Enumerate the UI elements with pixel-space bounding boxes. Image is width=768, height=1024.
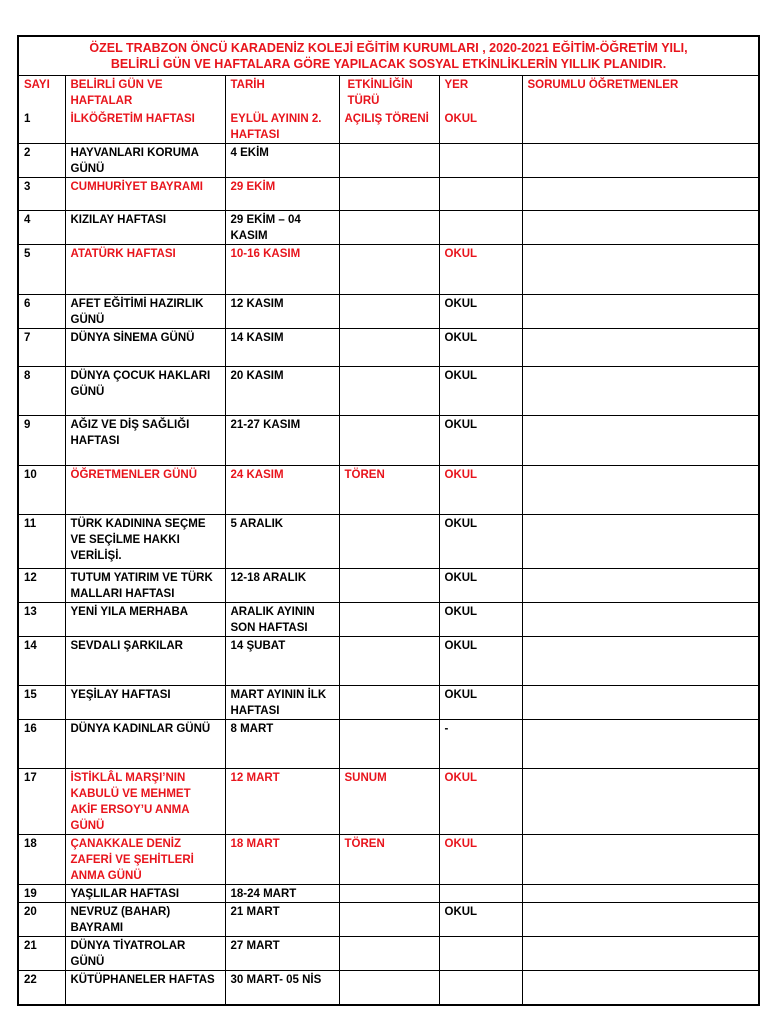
cell-tarih: 14 KASIM xyxy=(225,329,339,367)
cell-tarih: 20 KASIM xyxy=(225,367,339,416)
cell-sayi: 8 xyxy=(19,367,65,416)
cell-tur: SUNUM xyxy=(339,769,439,835)
cell-gun: ÇANAKKALE DENİZ ZAFERİ VE ŞEHİTLERİ ANMA GÜNÜ xyxy=(65,835,225,885)
cell-tarih: 30 MART- 05 NİS xyxy=(225,971,339,1004)
cell-sorumlu xyxy=(522,515,758,569)
cell-tur: TÖREN xyxy=(339,466,439,515)
table-row xyxy=(19,686,758,720)
cell-gun: İSTİKLÂL MARŞI’NIN KABULÜ VE MEHMET AKİF ERSOY’U ANMA GÜNÜ xyxy=(65,769,225,835)
cell-tarih: 21-27 KASIM xyxy=(225,416,339,466)
cell-gun: AĞIZ VE DİŞ SAĞLIĞI HAFTASI xyxy=(65,416,225,466)
cell-sorumlu xyxy=(522,416,758,466)
header-sayi: SAYI xyxy=(19,76,65,110)
cell-tarih: 4 EKİM xyxy=(225,144,339,178)
cell-yer: OKUL xyxy=(439,110,522,144)
cell-tarih: 24 KASIM xyxy=(225,466,339,515)
cell-sayi: 3 xyxy=(19,178,65,211)
cell-tur xyxy=(339,245,439,295)
cell-sayi: 10 xyxy=(19,466,65,515)
cell-gun: DÜNYA TİYATROLAR GÜNÜ xyxy=(65,937,225,971)
activity-table xyxy=(19,76,758,1004)
cell-yer xyxy=(439,211,522,245)
table-row xyxy=(19,835,758,885)
cell-sayi: 9 xyxy=(19,416,65,466)
table-row xyxy=(19,515,758,569)
cell-gun: NEVRUZ (BAHAR) BAYRAMI xyxy=(65,903,225,937)
cell-gun: TUTUM YATIRIM VE TÜRK MALLARI HAFTASI xyxy=(65,569,225,603)
cell-yer: OKUL xyxy=(439,603,522,637)
cell-gun: HAYVANLARI KORUMA GÜNÜ xyxy=(65,144,225,178)
cell-sayi: 6 xyxy=(19,295,65,329)
cell-yer: - xyxy=(439,720,522,769)
table-header-row xyxy=(19,76,758,110)
table-row xyxy=(19,720,758,769)
header-gun: BELİRLİ GÜN VE HAFTALAR xyxy=(65,76,225,110)
cell-yer xyxy=(439,885,522,903)
cell-tarih: 18 MART xyxy=(225,835,339,885)
cell-sayi: 4 xyxy=(19,211,65,245)
table-row xyxy=(19,637,758,686)
cell-tarih: 18-24 MART xyxy=(225,885,339,903)
cell-sorumlu xyxy=(522,686,758,720)
cell-tarih: ARALIK AYININ SON HAFTASI xyxy=(225,603,339,637)
table-row xyxy=(19,903,758,937)
cell-sayi: 22 xyxy=(19,971,65,1004)
cell-sayi: 20 xyxy=(19,903,65,937)
cell-sorumlu xyxy=(522,110,758,144)
cell-gun: DÜNYA SİNEMA GÜNÜ xyxy=(65,329,225,367)
cell-tarih: EYLÜL AYININ 2. HAFTASI xyxy=(225,110,339,144)
header-tur: ETKİNLİĞİN TÜRÜ xyxy=(339,76,439,110)
title-line-1: ÖZEL TRABZON ÖNCÜ KARADENİZ KOLEJİ EĞİTİM KURUMLARI , 2020-2021 EĞİTİM-ÖĞRETİM YILI, xyxy=(89,41,688,55)
cell-sorumlu xyxy=(522,466,758,515)
cell-gun: DÜNYA ÇOCUK HAKLARI GÜNÜ xyxy=(65,367,225,416)
cell-yer: OKUL xyxy=(439,686,522,720)
document-title xyxy=(19,37,758,76)
table-row xyxy=(19,245,758,295)
cell-tur xyxy=(339,144,439,178)
cell-sayi: 19 xyxy=(19,885,65,903)
cell-yer xyxy=(439,937,522,971)
cell-gun: İLKÖĞRETİM HAFTASI xyxy=(65,110,225,144)
table-body xyxy=(19,110,758,1004)
cell-sayi: 17 xyxy=(19,769,65,835)
cell-sorumlu xyxy=(522,835,758,885)
cell-yer: OKUL xyxy=(439,245,522,295)
cell-sayi: 18 xyxy=(19,835,65,885)
cell-tur xyxy=(339,971,439,1004)
cell-gun: YAŞLILAR HAFTASI xyxy=(65,885,225,903)
table-row xyxy=(19,603,758,637)
cell-gun: SEVDALI ŞARKILAR xyxy=(65,637,225,686)
cell-yer: OKUL xyxy=(439,835,522,885)
cell-tarih: 8 MART xyxy=(225,720,339,769)
cell-tur xyxy=(339,295,439,329)
cell-gun: DÜNYA KADINLAR GÜNÜ xyxy=(65,720,225,769)
table-row xyxy=(19,329,758,367)
cell-yer: OKUL xyxy=(439,329,522,367)
cell-tarih: 29 EKİM xyxy=(225,178,339,211)
cell-yer xyxy=(439,971,522,1004)
cell-tur xyxy=(339,515,439,569)
cell-sorumlu xyxy=(522,603,758,637)
cell-tur: TÖREN xyxy=(339,835,439,885)
cell-gun: KIZILAY HAFTASI xyxy=(65,211,225,245)
cell-sorumlu xyxy=(522,144,758,178)
cell-yer: OKUL xyxy=(439,903,522,937)
cell-sayi: 12 xyxy=(19,569,65,603)
cell-yer: OKUL xyxy=(439,515,522,569)
cell-tur xyxy=(339,637,439,686)
table-row xyxy=(19,295,758,329)
cell-sorumlu xyxy=(522,637,758,686)
cell-tur xyxy=(339,903,439,937)
cell-gun: KÜTÜPHANELER HAFTAS xyxy=(65,971,225,1004)
header-yer: YER xyxy=(439,76,522,110)
cell-tur xyxy=(339,686,439,720)
cell-yer: OKUL xyxy=(439,769,522,835)
cell-tur xyxy=(339,720,439,769)
title-line-2: BELİRLİ GÜN VE HAFTALARA GÖRE YAPILACAK SOSYAL ETKİNLİKLERİN YILLIK PLANIDIR. xyxy=(110,57,667,71)
cell-gun: CUMHURİYET BAYRAMI xyxy=(65,178,225,211)
cell-tarih: 10-16 KASIM xyxy=(225,245,339,295)
cell-sorumlu xyxy=(522,178,758,211)
table-row xyxy=(19,178,758,211)
cell-sorumlu xyxy=(522,245,758,295)
cell-gun: ATATÜRK HAFTASI xyxy=(65,245,225,295)
cell-tarih: 29 EKİM – 04 KASIM xyxy=(225,211,339,245)
cell-tur xyxy=(339,211,439,245)
cell-gun: ÖĞRETMENLER GÜNÜ xyxy=(65,466,225,515)
cell-tarih: 14 ŞUBAT xyxy=(225,637,339,686)
cell-sorumlu xyxy=(522,569,758,603)
cell-sorumlu xyxy=(522,367,758,416)
header-sorumlu: SORUMLU ÖĞRETMENLER xyxy=(522,76,758,110)
cell-gun: YENİ YILA MERHABA xyxy=(65,603,225,637)
cell-tarih: 27 MART xyxy=(225,937,339,971)
table-row xyxy=(19,769,758,835)
cell-tarih: 5 ARALIK xyxy=(225,515,339,569)
cell-sayi: 15 xyxy=(19,686,65,720)
cell-yer: OKUL xyxy=(439,416,522,466)
cell-yer xyxy=(439,144,522,178)
cell-sayi: 16 xyxy=(19,720,65,769)
table-row xyxy=(19,416,758,466)
cell-tur xyxy=(339,367,439,416)
cell-yer: OKUL xyxy=(439,569,522,603)
table-row xyxy=(19,367,758,416)
table-row xyxy=(19,937,758,971)
cell-yer: OKUL xyxy=(439,637,522,686)
cell-tarih: 12 MART xyxy=(225,769,339,835)
cell-sayi: 13 xyxy=(19,603,65,637)
cell-tur xyxy=(339,603,439,637)
cell-sorumlu xyxy=(522,971,758,1004)
cell-sorumlu xyxy=(522,329,758,367)
cell-sayi: 5 xyxy=(19,245,65,295)
cell-tur xyxy=(339,178,439,211)
plan-document xyxy=(17,35,760,1006)
table-row xyxy=(19,466,758,515)
cell-yer: OKUL xyxy=(439,367,522,416)
cell-sorumlu xyxy=(522,769,758,835)
cell-tarih: 12 KASIM xyxy=(225,295,339,329)
cell-sayi: 11 xyxy=(19,515,65,569)
table-row xyxy=(19,971,758,1004)
cell-tarih: MART AYININ İLK HAFTASI xyxy=(225,686,339,720)
cell-tarih: 21 MART xyxy=(225,903,339,937)
cell-sorumlu xyxy=(522,720,758,769)
cell-sayi: 1 xyxy=(19,110,65,144)
cell-gun: AFET EĞİTİMİ HAZIRLIK GÜNÜ xyxy=(65,295,225,329)
cell-tur xyxy=(339,569,439,603)
cell-sorumlu xyxy=(522,937,758,971)
cell-tur xyxy=(339,329,439,367)
cell-tarih: 12-18 ARALIK xyxy=(225,569,339,603)
cell-yer xyxy=(439,178,522,211)
cell-tur: AÇILIŞ TÖRENİ xyxy=(339,110,439,144)
cell-yer: OKUL xyxy=(439,466,522,515)
cell-tur xyxy=(339,885,439,903)
cell-sorumlu xyxy=(522,885,758,903)
cell-sorumlu xyxy=(522,211,758,245)
cell-gun: YEŞİLAY HAFTASI xyxy=(65,686,225,720)
cell-sayi: 2 xyxy=(19,144,65,178)
cell-yer: OKUL xyxy=(439,295,522,329)
table-row xyxy=(19,569,758,603)
cell-sayi: 21 xyxy=(19,937,65,971)
cell-sorumlu xyxy=(522,295,758,329)
cell-gun: TÜRK KADININA SEÇME VE SEÇİLME HAKKI VERİLİŞİ. xyxy=(65,515,225,569)
cell-tur xyxy=(339,937,439,971)
table-row xyxy=(19,110,758,144)
header-tarih: TARİH xyxy=(225,76,339,110)
cell-sayi: 14 xyxy=(19,637,65,686)
table-row xyxy=(19,885,758,903)
table-row xyxy=(19,211,758,245)
table-row xyxy=(19,144,758,178)
cell-tur xyxy=(339,416,439,466)
cell-sorumlu xyxy=(522,903,758,937)
cell-sayi: 7 xyxy=(19,329,65,367)
